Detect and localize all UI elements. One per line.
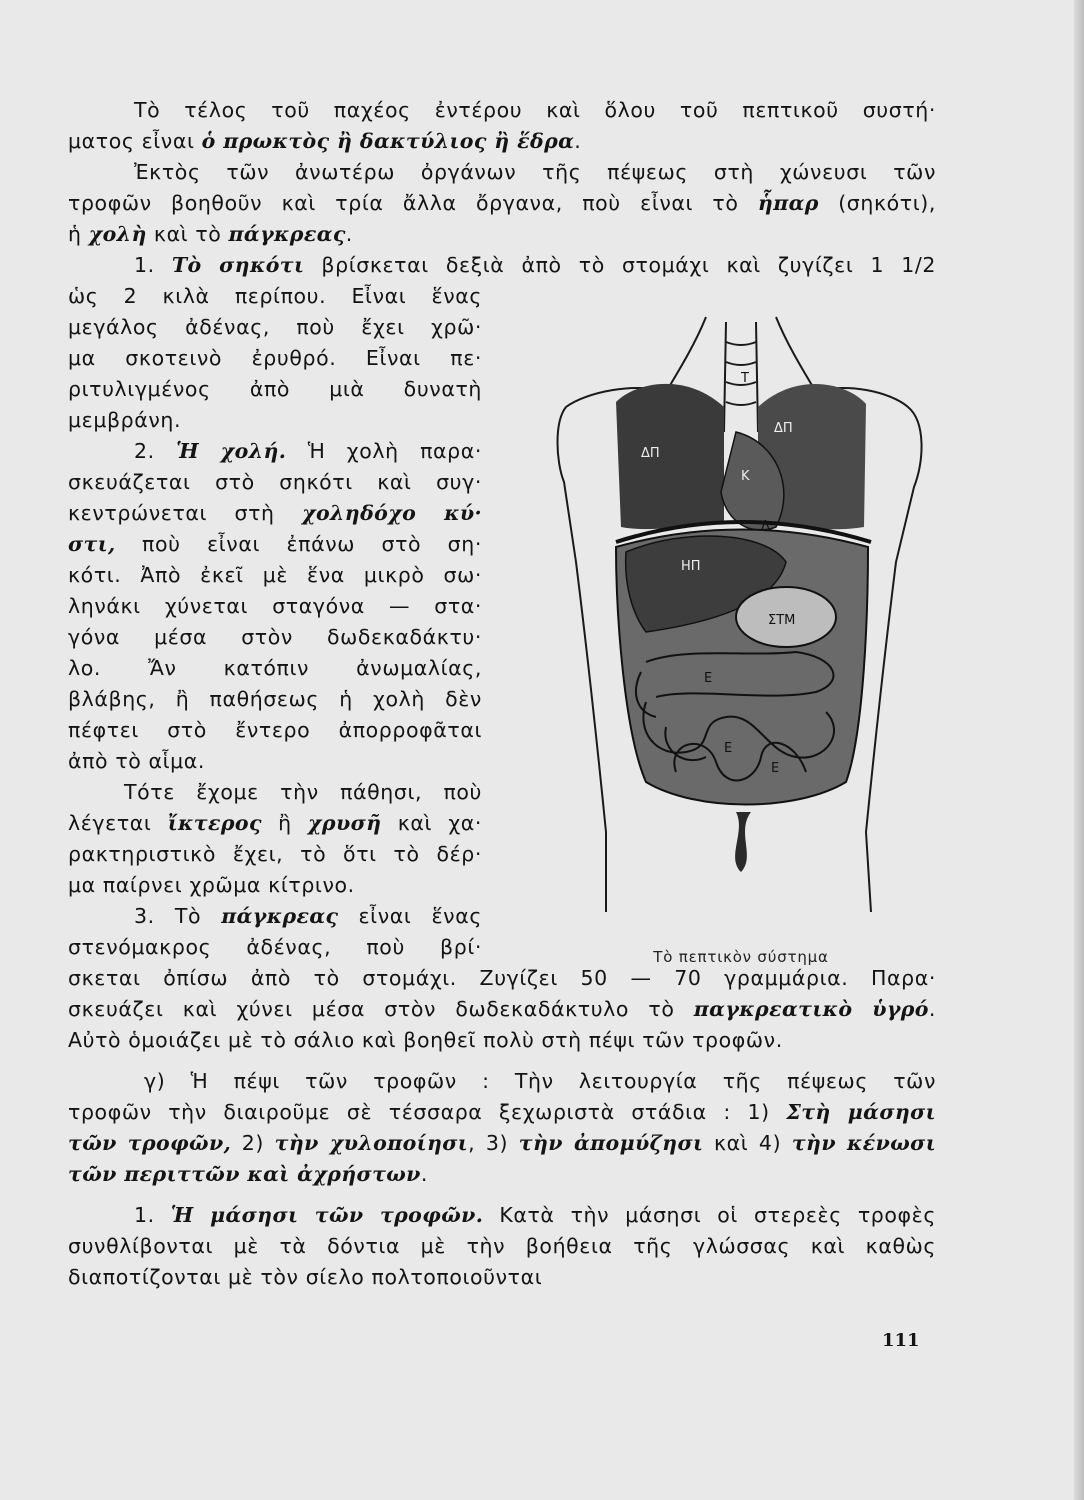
text-line bbox=[68, 250, 936, 281]
text-line: ρακτηριστικὸ ἔχει, τὸ ὅτι τὸ δέρ· bbox=[68, 842, 482, 866]
label-e3: Ε bbox=[771, 761, 780, 776]
text-run: Τὸ τέλος τοῦ παχέος ἐντέρου καὶ ὅλου τοῦ πεπτικοῦ συστή· bbox=[134, 98, 936, 122]
text-run: κεντρώνεται στὴ bbox=[68, 501, 303, 525]
text-line bbox=[68, 1159, 936, 1190]
emphasis-term: χοληδόχο κύ· bbox=[302, 501, 482, 525]
text-run: Ἐκτὸς τῶν ἀνωτέρω ὀργάνων τῆς πέψεως στὴ χώνευσι τῶν bbox=[134, 160, 936, 184]
text-line bbox=[68, 1128, 936, 1159]
text-line bbox=[68, 1200, 936, 1231]
page-number: 111 bbox=[882, 1330, 920, 1351]
text-run: 1. bbox=[134, 253, 172, 277]
text-run: τροφῶν βοηθοῦν καὶ τρία ἄλλα ὄργανα, ποὺ εἶναι τὸ bbox=[68, 191, 758, 215]
torso-illustration bbox=[546, 312, 936, 922]
text-line bbox=[68, 126, 936, 157]
text-line: ἀπὸ τὸ αἷμα. bbox=[68, 749, 206, 773]
text-run: . bbox=[574, 129, 582, 153]
text-line bbox=[68, 188, 936, 219]
text-run: τροφῶν τὴν διαιροῦμε σὲ τέσσαρα ξεχωριστὰ στάδια : 1) bbox=[68, 1100, 787, 1124]
text-line: λο. Ἄν κατόπιν ἀνωμαλίας, bbox=[68, 656, 482, 680]
emphasis-term: τῶν τροφῶν, bbox=[68, 1131, 232, 1155]
text-run: εἶναι ἕνας bbox=[338, 904, 482, 928]
text-line: ὡς 2 κιλὰ περίπου. Εἶναι ἕνας bbox=[68, 284, 482, 308]
text-run: ἢ bbox=[261, 811, 309, 835]
right-lung bbox=[616, 384, 724, 529]
text-run: 2. bbox=[134, 439, 177, 463]
text-run: (σηκότι), bbox=[818, 191, 936, 215]
text-run: , 3) bbox=[468, 1131, 519, 1155]
text-run: σκευάζει καὶ χύνει μέσα στὸν δωδεκαδάκτυλο τὸ bbox=[68, 997, 694, 1021]
text-line: πέφτει στὸ ἔντερο ἀπορροφᾶται bbox=[68, 718, 482, 742]
emphasis-term: Ἡ μάσησι τῶν τροφῶν. bbox=[170, 1203, 484, 1227]
emphasis-term: τὴν ἀπομύζησι bbox=[518, 1131, 704, 1155]
text-run: 2) bbox=[231, 1131, 275, 1155]
text-line bbox=[68, 95, 936, 126]
emphasis-term: τὴν χυλοποίησι bbox=[274, 1131, 469, 1155]
text-run: ποὺ εἶναι ἐπάνω στὸ ση· bbox=[115, 532, 482, 556]
text-run: ἡ bbox=[68, 222, 89, 246]
text-run: καὶ τὸ bbox=[146, 222, 229, 246]
label-stm: ΣΤΜ bbox=[768, 613, 796, 628]
text-run: 1. bbox=[134, 1203, 171, 1227]
text-line bbox=[68, 808, 482, 839]
text-run: . bbox=[420, 1162, 428, 1186]
emphasis-term: Τὸ σηκότι bbox=[171, 253, 305, 277]
text-line: κότι. Ἀπὸ ἐκεῖ μὲ ἕνα μικρὸ σω· bbox=[68, 563, 482, 587]
text-line: μα παίρνει χρῶμα κίτρινο. bbox=[68, 873, 355, 897]
label-dp-left: ΔΠ bbox=[774, 421, 793, 436]
label-d: Δ bbox=[761, 519, 770, 534]
label-e1: Ε bbox=[704, 671, 713, 686]
page-edge bbox=[1074, 0, 1084, 1500]
text-run: 3. Τὸ bbox=[134, 904, 222, 928]
text-line: σκευάζεται στὸ σηκότι καὶ συγ· bbox=[68, 470, 482, 494]
emphasis-term: παγκρεατικὸ ὑγρό bbox=[693, 997, 929, 1021]
emphasis-term: τῶν περιττῶν καὶ ἀχρήστων bbox=[68, 1162, 421, 1186]
text-run: . bbox=[928, 997, 936, 1021]
label-dp-right: ΔΠ bbox=[641, 446, 660, 461]
text-line: μεγάλος ἀδένας, ποὺ ἔχει χρῶ· bbox=[68, 315, 482, 339]
text-run: ματος εἶναι bbox=[68, 129, 202, 153]
text-line bbox=[68, 498, 482, 529]
text-run: βρίσκεται δεξιὰ ἀπὸ τὸ στομάχι καὶ ζυγίζει 1 1/2 bbox=[304, 253, 936, 277]
text-run: Ἡ χολὴ παρα· bbox=[286, 439, 482, 463]
text-run: καὶ 4) bbox=[703, 1131, 792, 1155]
text-line bbox=[68, 219, 936, 250]
section-heading-line: γ) Ἡ πέψι τῶν τροφῶν : Τὴν λειτουργία τῆς πέψεως τῶν bbox=[144, 1069, 936, 1093]
label-k: Κ bbox=[741, 469, 750, 484]
text-line: γόνα μέσα στὸν δωδεκαδάκτυ· bbox=[68, 625, 482, 649]
text-line: Αὐτὸ ὁμοιάζει μὲ τὸ σάλιο καὶ βοηθεῖ πολὺ στὴ πέψι τῶν τροφῶν. bbox=[68, 1028, 783, 1052]
text-line bbox=[68, 529, 482, 560]
label-hp: ΗΠ bbox=[681, 559, 701, 574]
figure-caption: Τὸ πεπτικὸν σύστημα bbox=[653, 948, 829, 966]
text-line: διαποτίζονται μὲ τὸν σίελο πολτοποιοῦνται bbox=[68, 1265, 543, 1289]
label-e2: Ε bbox=[724, 741, 733, 756]
text-line: ληνάκι χύνεται σταγόνα — στα· bbox=[68, 594, 482, 618]
text-line bbox=[68, 994, 936, 1025]
text-run: . bbox=[345, 222, 353, 246]
label-t: Τ bbox=[741, 371, 749, 386]
text-line bbox=[68, 436, 482, 467]
emphasis-term: πάγκρεας bbox=[228, 222, 346, 246]
text-run: καὶ χα· bbox=[381, 811, 482, 835]
text-line bbox=[68, 1097, 936, 1128]
emphasis-term: χρυσῆ bbox=[308, 811, 382, 835]
pelvis-shadow bbox=[735, 812, 751, 872]
emphasis-term: ἧπαρ bbox=[757, 191, 819, 215]
text-run: λέγεται bbox=[68, 811, 168, 835]
text-line: στενόμακρος ἀδένας, ποὺ βρί· bbox=[68, 935, 482, 959]
text-line: Τότε ἔχομε τὴν πάθησι, ποὺ bbox=[124, 780, 482, 804]
emphasis-term: Ἡ χολή. bbox=[176, 439, 287, 463]
emphasis-term: Στὴ μάσησι bbox=[786, 1100, 936, 1124]
emphasis-term: πάγκρεας bbox=[221, 904, 339, 928]
text-line bbox=[68, 157, 936, 188]
text-line: συνθλίβονται μὲ τὰ δόντια μὲ τὴν βοήθεια τῆς γλώσσας καὶ καθὼς bbox=[68, 1234, 936, 1258]
emphasis-term: ἴκτερος bbox=[167, 811, 262, 835]
emphasis-term: στι, bbox=[68, 532, 116, 556]
emphasis-term: τὴν κένωσι bbox=[791, 1131, 936, 1155]
text-line: μα σκοτεινὸ ἐρυθρό. Εἶναι πε· bbox=[68, 346, 482, 370]
text-line: μεμβράνη. bbox=[68, 408, 182, 432]
emphasis-term: χολὴ bbox=[88, 222, 147, 246]
text-line: σκεται ὀπίσω ἀπὸ τὸ στομάχι. Ζυγίζει 50 — 70 γραμμάρια. Παρα· bbox=[68, 966, 936, 990]
emphasis-term: ὁ πρωκτὸς ἢ δακτύλιος ἢ ἕδρα bbox=[201, 129, 575, 153]
text-line: βλάβης, ἢ παθήσεως ἡ χολὴ δὲν bbox=[68, 687, 482, 711]
text-run: Κατὰ τὴν μάσησι οἱ στερεὲς τροφὲς bbox=[483, 1203, 936, 1227]
digestive-system-figure bbox=[546, 312, 936, 966]
text-line: ριτυλιγμένος ἀπὸ μιὰ δυνατὴ bbox=[68, 377, 482, 401]
text-line bbox=[68, 901, 482, 932]
